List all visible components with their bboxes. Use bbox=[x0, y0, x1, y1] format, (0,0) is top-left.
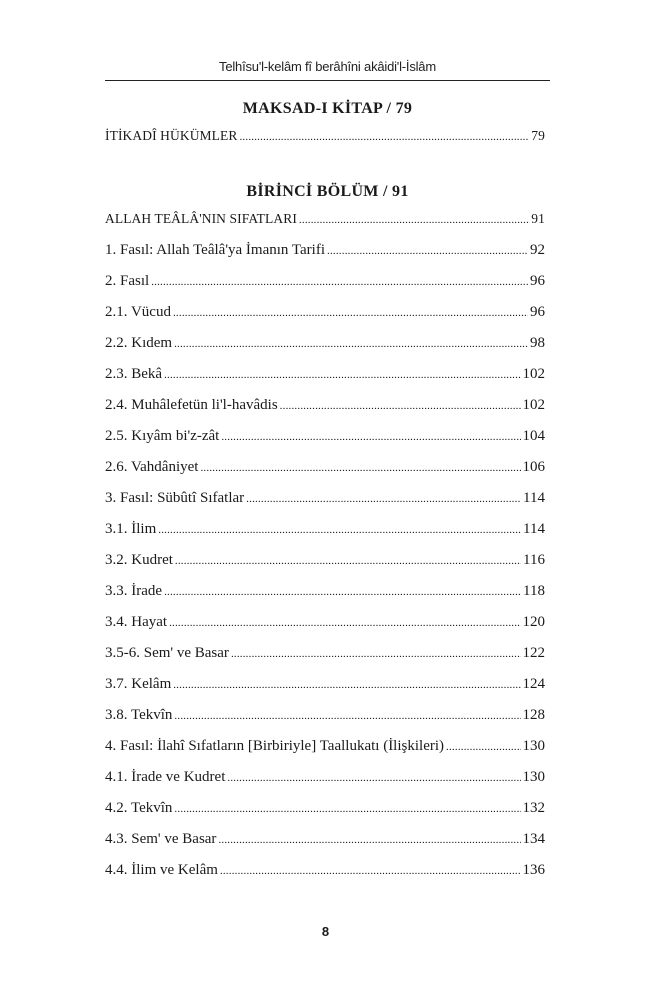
toc-leader-dots bbox=[280, 400, 521, 412]
toc-entry bbox=[105, 428, 545, 445]
section-heading-birinci-bolum: BİRİNCİ BÖLÜM / 91 bbox=[246, 183, 409, 200]
toc-entry-page: 92 bbox=[530, 242, 545, 258]
toc-entry-title: 3.7. Kelâm bbox=[105, 676, 172, 692]
toc-entry-title: 2.1. Vücud bbox=[105, 304, 171, 320]
toc-entry bbox=[105, 583, 545, 600]
toc-leader-dots bbox=[231, 648, 521, 660]
toc-leader-dots bbox=[174, 803, 520, 815]
toc-entry bbox=[105, 490, 545, 507]
toc-leader-dots bbox=[175, 555, 521, 567]
toc-entry bbox=[105, 831, 545, 848]
toc-leader-dots bbox=[239, 131, 529, 143]
toc-entry-title: 3.4. Hayat bbox=[105, 614, 168, 630]
page-number: 8 bbox=[321, 924, 330, 939]
toc-entry-title: 2.4. Muhâlefetün li'l-havâdis bbox=[105, 397, 278, 413]
toc-leader-dots bbox=[151, 276, 528, 288]
toc-entry-title: 3.8. Tekvîn bbox=[105, 707, 173, 723]
toc-entry-page: 96 bbox=[530, 304, 545, 320]
toc-entry-page: 104 bbox=[522, 428, 545, 444]
toc-entry bbox=[105, 800, 545, 817]
toc-entry-page: 102 bbox=[522, 397, 545, 413]
toc-leader-dots bbox=[446, 741, 520, 753]
toc-entry-page: 122 bbox=[522, 645, 545, 661]
toc-entry-title: 3.1. İlim bbox=[105, 521, 157, 537]
toc-entry bbox=[105, 769, 545, 786]
toc-entry-title: 4.1. İrade ve Kudret bbox=[105, 769, 226, 785]
toc-entry-page: 132 bbox=[522, 800, 545, 816]
toc-entry-page: 79 bbox=[531, 128, 545, 143]
toc-entry-title: 3.2. Kudret bbox=[105, 552, 173, 568]
toc-leader-dots bbox=[173, 307, 528, 319]
toc-leader-dots bbox=[173, 679, 520, 691]
toc-entry bbox=[105, 335, 545, 352]
toc-leader-dots bbox=[221, 431, 520, 443]
toc-entry bbox=[105, 366, 545, 383]
toc-leader-dots bbox=[246, 493, 521, 505]
toc-leader-dots bbox=[174, 710, 520, 722]
toc-leader-dots bbox=[158, 524, 521, 536]
toc-entry bbox=[105, 242, 545, 259]
toc-entry-page: 136 bbox=[522, 862, 545, 878]
toc-entry bbox=[105, 128, 545, 144]
toc-entry-page: 130 bbox=[522, 738, 545, 754]
toc-entry bbox=[105, 273, 545, 290]
toc-entry bbox=[105, 552, 545, 569]
toc-entry-title: 2.3. Bekâ bbox=[105, 366, 163, 382]
section-heading-maksad: MAKSAD-I KİTAP / 79 bbox=[242, 100, 413, 117]
toc-entry-page: 120 bbox=[522, 614, 545, 630]
toc-entry-page: 98 bbox=[530, 335, 545, 351]
toc-entry-title: 3.3. İrade bbox=[105, 583, 163, 599]
toc-entry bbox=[105, 676, 545, 693]
toc-leader-dots bbox=[200, 462, 520, 474]
toc-entry bbox=[105, 397, 545, 414]
toc-entry bbox=[105, 614, 545, 631]
toc-entry-title: 2.6. Vahdâniyet bbox=[105, 459, 199, 475]
toc-entry-title: 3.5-6. Sem' ve Basar bbox=[105, 645, 229, 661]
toc-entry-title: İTİKADÎ HÜKÜMLER bbox=[105, 128, 238, 143]
toc-entry bbox=[105, 738, 545, 755]
toc-entry-page: 91 bbox=[531, 211, 545, 226]
toc-entry-title: 3. Fasıl: Sübûtî Sıfatlar bbox=[105, 490, 245, 506]
toc-entry bbox=[105, 521, 545, 538]
toc-entry-page: 118 bbox=[523, 583, 545, 599]
toc-entry-page: 96 bbox=[530, 273, 545, 289]
toc-entry-title: ALLAH TEÂLÂ'NIN SIFATLARI bbox=[105, 211, 297, 226]
toc-leader-dots bbox=[220, 865, 521, 877]
toc-leader-dots bbox=[327, 245, 528, 257]
toc-entry-page: 130 bbox=[522, 769, 545, 785]
toc-entry-page: 128 bbox=[522, 707, 545, 723]
header-rule bbox=[105, 80, 550, 81]
toc-entry-page: 124 bbox=[522, 676, 545, 692]
toc-entry-title: 2.5. Kıyâm bi'z-zât bbox=[105, 428, 220, 444]
toc-entry bbox=[105, 707, 545, 724]
toc-entry-title: 4. Fasıl: İlahî Sıfatların [Birbiriyle] Taallukatı (İlişkileri) bbox=[105, 738, 445, 754]
toc-leader-dots bbox=[169, 617, 520, 629]
toc-entry-page: 114 bbox=[523, 490, 545, 506]
toc-entry-page: 106 bbox=[522, 459, 545, 475]
toc-entry-title: 4.3. Sem' ve Basar bbox=[105, 831, 217, 847]
toc-entry bbox=[105, 304, 545, 321]
toc-leader-dots bbox=[227, 772, 520, 784]
toc-leader-dots bbox=[174, 338, 528, 350]
toc-entry-title: 2. Fasıl bbox=[105, 273, 150, 289]
toc-entry bbox=[105, 211, 545, 227]
toc-leader-dots bbox=[299, 214, 529, 226]
toc-entry-title: 4.2. Tekvîn bbox=[105, 800, 173, 816]
toc-leader-dots bbox=[164, 369, 520, 381]
toc-entry-page: 114 bbox=[523, 521, 545, 537]
toc-entry-title: 1. Fasıl: Allah Teâlâ'ya İmanın Tarifi bbox=[105, 242, 325, 258]
toc-entry-page: 134 bbox=[522, 831, 545, 847]
toc-entry bbox=[105, 459, 545, 476]
toc-leader-dots bbox=[164, 586, 521, 598]
toc-entry-page: 116 bbox=[523, 552, 545, 568]
toc-entry-title: 4.4. İlim ve Kelâm bbox=[105, 862, 218, 878]
toc-entry bbox=[105, 862, 545, 879]
running-head: Telhîsu'l-kelâm fî berâhîni akâidi'l-İslâm bbox=[219, 59, 436, 74]
toc-entry bbox=[105, 645, 545, 662]
toc-entry-title: 2.2. Kıdem bbox=[105, 335, 173, 351]
toc-leader-dots bbox=[218, 834, 520, 846]
toc-entry-page: 102 bbox=[522, 366, 545, 382]
